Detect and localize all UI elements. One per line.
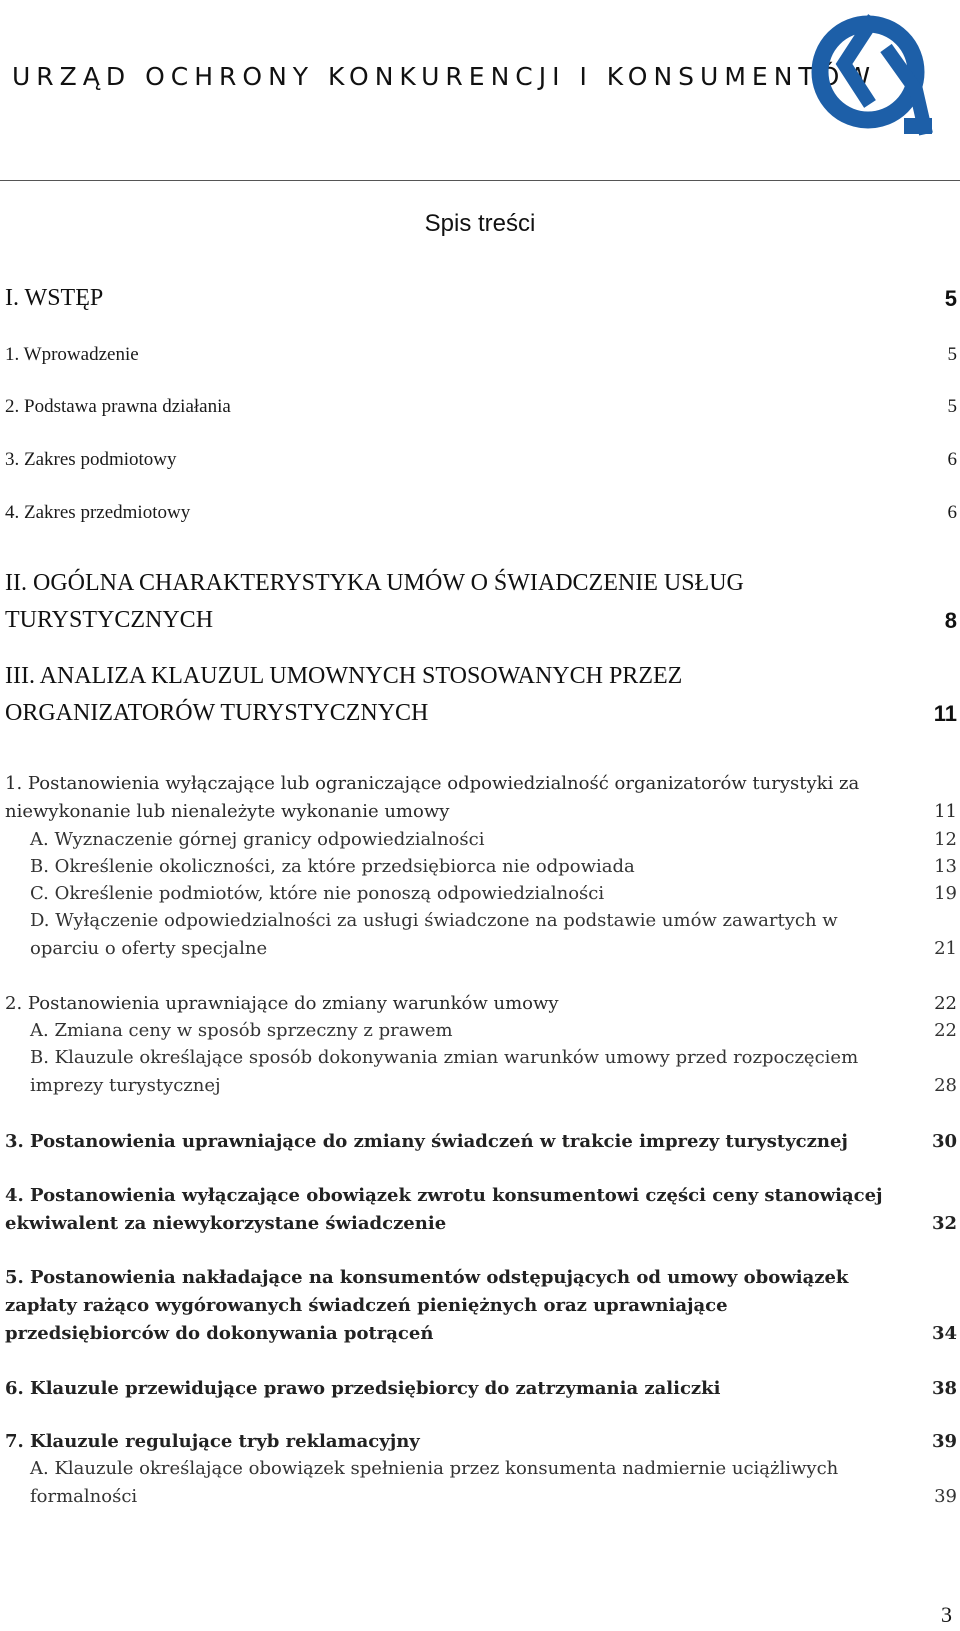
toc-entry-page: 39 [934,1486,957,1507]
toc-entry-page: 39 [931,1431,957,1452]
header-divider [0,180,960,181]
toc-entry-page: 19 [934,883,957,904]
toc-entry-page: 13 [934,856,957,877]
toc-entry-page: 34 [931,1323,957,1344]
toc-entry-text: B. Określenie okoliczności, za które przedsiębiorca nie odpowiada [30,856,635,877]
toc-entry-text: D. Wyłączenie odpowiedzialności za usługi świadczone na podstawie umów zawartych w oparciu o oferty specjalne [30,910,838,959]
toc-entry[interactable] [5,770,957,826]
toc-entry-text: 4. Zakres przedmiotowy [5,502,191,523]
toc-entry-page: 6 [947,449,957,470]
organization-header: URZĄD OCHRONY KONKURENCJI I KONSUMENTÓW [12,62,877,91]
toc-entry-text: A. Klauzule określające obowiązek spełnienia przez konsumenta nadmiernie uciążliwych formalności [30,1458,839,1507]
toc-entry-chapter-1[interactable] [5,280,957,317]
toc-entry[interactable] [5,1182,957,1238]
toc-entry-text: 7. Klauzule regulujące tryb reklamacyjny [5,1431,420,1452]
toc-subentry[interactable] [5,1455,957,1511]
toc-entry-page: 5 [947,344,957,365]
toc-subentry[interactable] [5,826,957,854]
toc-entry[interactable] [5,446,957,474]
toc-entry-page: 8 [944,608,957,633]
toc-subentry[interactable] [5,853,957,881]
toc-entry-page: 38 [931,1378,957,1399]
toc-entry-chapter-3[interactable] [5,658,957,732]
toc-entry[interactable] [5,341,957,369]
toc-entry-page: 12 [934,829,957,850]
toc-entry-page: 5 [947,396,957,417]
toc-entry-text: 3. Postanowienia uprawniające do zmiany świadczeń w trakcie imprezy turystycznej [5,1131,848,1152]
toc-title: Spis treści [424,210,536,237]
toc-entry-page: 5 [944,286,957,311]
toc-entry-text: 2. Postanowienia uprawniające do zmiany warunków umowy [5,993,559,1014]
uokik-logo-icon [808,8,934,142]
toc-entry-text: 1. Wprowadzenie [5,344,139,365]
toc-entry-text: 4. Postanowienia wyłączające obowiązek zwrotu konsumentowi części ceny stanowiącej ekwiwalent za niewykorzystane świadczenie [5,1185,883,1234]
toc-entry-text: C. Określenie podmiotów, które nie ponoszą odpowiedzialności [30,883,605,904]
toc-subentry[interactable] [5,880,957,908]
toc-entry-text: III. ANALIZA KLAUZUL UMOWNYCH STOSOWANYCH PRZEZ ORGANIZATORÓW TURYSTYCZNYCH [5,663,683,726]
toc-entry-text: 2. Podstawa prawna działania [5,396,231,417]
toc-entry[interactable] [5,1264,957,1348]
toc-entry-text: 1. Postanowienia wyłączające lub ograniczające odpowiedzialność organizatorów turystyki za niewykonanie lub nienależyte wykonanie umowy [5,773,860,822]
toc-entry-page: 30 [931,1131,957,1152]
toc-entry[interactable] [5,1428,957,1456]
toc-entry-text: I. WSTĘP [5,285,104,311]
toc-subentry[interactable] [5,1044,957,1100]
toc-entry-page: 32 [931,1213,957,1234]
toc-subentry[interactable] [5,1017,957,1045]
toc-entry-text: 6. Klauzule przewidujące prawo przedsiębiorcy do zatrzymania zaliczki [5,1378,721,1399]
toc-entry-text: 3. Zakres podmiotowy [5,449,177,470]
toc-entry-page: 21 [934,938,957,959]
toc-entry[interactable] [5,499,957,527]
toc-entry[interactable] [5,1128,957,1156]
toc-entry-page: 22 [934,993,957,1014]
toc-entry-text: A. Zmiana ceny w sposób sprzeczny z prawem [30,1020,453,1041]
toc-entry-text: A. Wyznaczenie górnej granicy odpowiedzialności [30,829,485,850]
toc-entry[interactable] [5,393,957,421]
toc-entry-chapter-2[interactable] [5,565,957,639]
toc-entry-text: 5. Postanowienia nakładające na konsumentów odstępujących od umowy obowiązek zapłaty rażąco wygórowanych świadczeń pieniężnych oraz uprawniające przedsiębiorców do dokonywania potrąceń [5,1267,849,1344]
toc-entry-page: 6 [947,502,957,523]
toc-entry-page: 28 [934,1075,957,1096]
toc-entry-page: 11 [934,801,957,822]
toc-entry[interactable] [5,1375,957,1403]
toc-entry[interactable] [5,990,957,1018]
toc-subentry[interactable] [5,907,957,963]
toc-entry-page: 11 [933,701,957,726]
toc-entry-page: 22 [934,1020,957,1041]
toc-entry-text: B. Klauzule określające sposób dokonywania zmian warunków umowy przed rozpoczęciem imprezy turystycznej [30,1047,859,1096]
page-number: 3 [941,1602,952,1627]
toc-entry-text: II. OGÓLNA CHARAKTERYSTYKA UMÓW O ŚWIADCZENIE USŁUG TURYSTYCZNYCH [5,570,744,633]
